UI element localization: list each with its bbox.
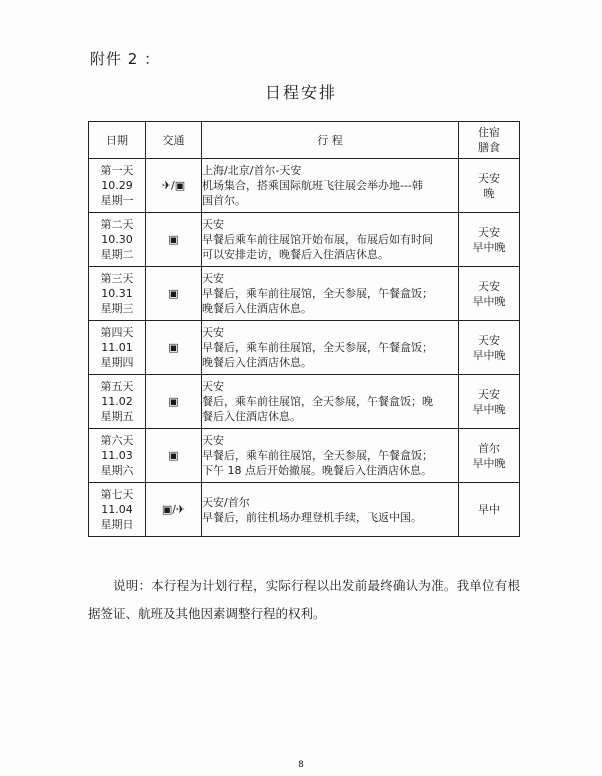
date-value: 11.04 [101, 503, 133, 516]
day-label: 第七天 [100, 488, 134, 501]
bus-icon: ▣ [146, 321, 202, 375]
day-label: 第三天 [100, 272, 134, 285]
itinerary-cell [202, 321, 459, 375]
itinerary-detail: 餐后入住酒店休息。 [202, 410, 301, 423]
table-row [89, 429, 520, 483]
date-value: 11.02 [101, 395, 133, 408]
attachment-label: 附件 2 ： [90, 50, 161, 68]
date-cell [89, 321, 146, 375]
itinerary-detail: 早餐后，乘车前往展馆，全天参展，午餐盒饭； [202, 287, 433, 300]
itinerary-route: 上海/北京/首尔-天安 [202, 164, 302, 177]
weekday-label: 星期二 [100, 248, 134, 261]
itinerary-detail: 可以安排走访，晚餐后入住酒店休息。 [202, 248, 389, 261]
itinerary-detail: 早餐后，乘车前往展馆，全天参展，午餐盒饭； [202, 341, 433, 354]
page-number: 8 [298, 760, 304, 770]
date-value: 11.01 [101, 341, 133, 354]
stay-city: 天安 [478, 171, 500, 185]
itinerary-detail: 早餐后，前往机场办理登机手续，飞返中国。 [202, 510, 422, 524]
date-cell [89, 429, 146, 483]
day-label: 第五天 [100, 380, 134, 393]
itinerary-cell [202, 429, 459, 483]
header-transport: 交通 [146, 122, 202, 159]
weekday-label: 星期一 [100, 194, 134, 207]
header-stay: 住宿 [478, 126, 500, 139]
bus-icon: ▣ [146, 267, 202, 321]
page-title: 日程安排 [264, 83, 337, 102]
weekday-label: 星期三 [100, 302, 134, 315]
itinerary-route: 天安 [202, 434, 224, 447]
header-meals: 膳食 [478, 141, 500, 154]
itinerary-route: 天安 [202, 326, 224, 339]
date-value: 11.03 [101, 449, 133, 462]
stay-city: 天安 [478, 225, 500, 239]
plane-bus-icon: ✈/▣ [146, 159, 202, 213]
header-date: 日期 [89, 122, 146, 159]
stay-city: 天安 [478, 333, 500, 347]
itinerary-cell [202, 159, 459, 213]
itinerary-route: 天安 [202, 218, 224, 231]
itinerary-cell [202, 375, 459, 429]
itinerary-cell [202, 267, 459, 321]
stay-city: 天安 [478, 387, 500, 401]
meals: 早中晚 [472, 348, 506, 362]
bus-plane-icon: ▣/✈ [146, 483, 202, 537]
itinerary-route: 天安/首尔 [202, 495, 250, 509]
date-value: 10.30 [101, 233, 133, 246]
itinerary-cell [202, 213, 459, 267]
day-label: 第六天 [100, 434, 134, 447]
date-value: 10.31 [101, 287, 133, 300]
header-itinerary: 行 程 [202, 122, 459, 159]
stay-meals-cell [459, 321, 520, 375]
meals: 早中晚 [472, 456, 506, 470]
header-stay-meals [459, 122, 520, 159]
stay-meals-cell [459, 375, 520, 429]
weekday-label: 星期六 [100, 464, 134, 477]
stay-meals-cell [459, 159, 520, 213]
table-header-row [89, 122, 520, 159]
itinerary-route: 天安 [202, 272, 224, 285]
meals: 晚 [483, 186, 495, 200]
meals: 早中晚 [472, 402, 506, 416]
bus-icon: ▣ [146, 213, 202, 267]
itinerary-detail: 国首尔。 [202, 194, 246, 207]
date-value: 10.29 [101, 179, 133, 192]
weekday-label: 星期四 [100, 356, 134, 369]
itinerary-detail: 机场集合，搭乘国际航班飞往展会举办地---韩 [202, 179, 423, 192]
date-cell [89, 483, 146, 537]
weekday-label: 星期五 [100, 410, 134, 423]
bus-icon: ▣ [146, 375, 202, 429]
table-row [89, 213, 520, 267]
meals: 早中晚 [472, 240, 506, 254]
date-cell [89, 375, 146, 429]
meals: 早中 [478, 503, 500, 516]
day-label: 第一天 [100, 164, 134, 177]
table-row [89, 159, 520, 213]
itinerary-cell [202, 483, 459, 537]
meals: 早中晚 [472, 294, 506, 308]
table-row [89, 267, 520, 321]
day-label: 第二天 [100, 218, 134, 231]
table-row [89, 483, 520, 537]
table-row [89, 375, 520, 429]
itinerary-detail: 下午 18 点后开始撤展。晚餐后入住酒店休息。 [202, 464, 432, 477]
stay-city: 首尔 [478, 441, 500, 455]
itinerary-detail: 晚餐后入住酒店休息。 [202, 302, 312, 315]
stay-meals-cell [459, 213, 520, 267]
weekday-label: 星期日 [100, 518, 134, 531]
itinerary-route: 天安 [202, 380, 224, 393]
stay-city: 天安 [478, 279, 500, 293]
date-cell [89, 267, 146, 321]
stay-meals-cell [459, 483, 520, 537]
schedule-table [88, 121, 520, 537]
table-row [89, 321, 520, 375]
stay-meals-cell [459, 267, 520, 321]
note-paragraph: 说明：本行程为计划行程，实际行程以出发前最终确认为准。我单位有根据签证、航班及其他因素调整行程的权利。 [88, 578, 520, 621]
date-cell [89, 159, 146, 213]
itinerary-detail: 早餐后，乘车前往展馆，全天参展，午餐盒饭； [202, 449, 433, 462]
bus-icon: ▣ [146, 429, 202, 483]
date-cell [89, 213, 146, 267]
itinerary-detail: 早餐后乘车前往展馆开始布展，布展后如有时间 [202, 233, 433, 246]
itinerary-detail: 餐后，乘车前往展馆，全天参展，午餐盒饭；晚 [202, 395, 433, 408]
stay-meals-cell [459, 429, 520, 483]
itinerary-detail: 晚餐后入住酒店休息。 [202, 356, 312, 369]
day-label: 第四天 [100, 326, 134, 339]
